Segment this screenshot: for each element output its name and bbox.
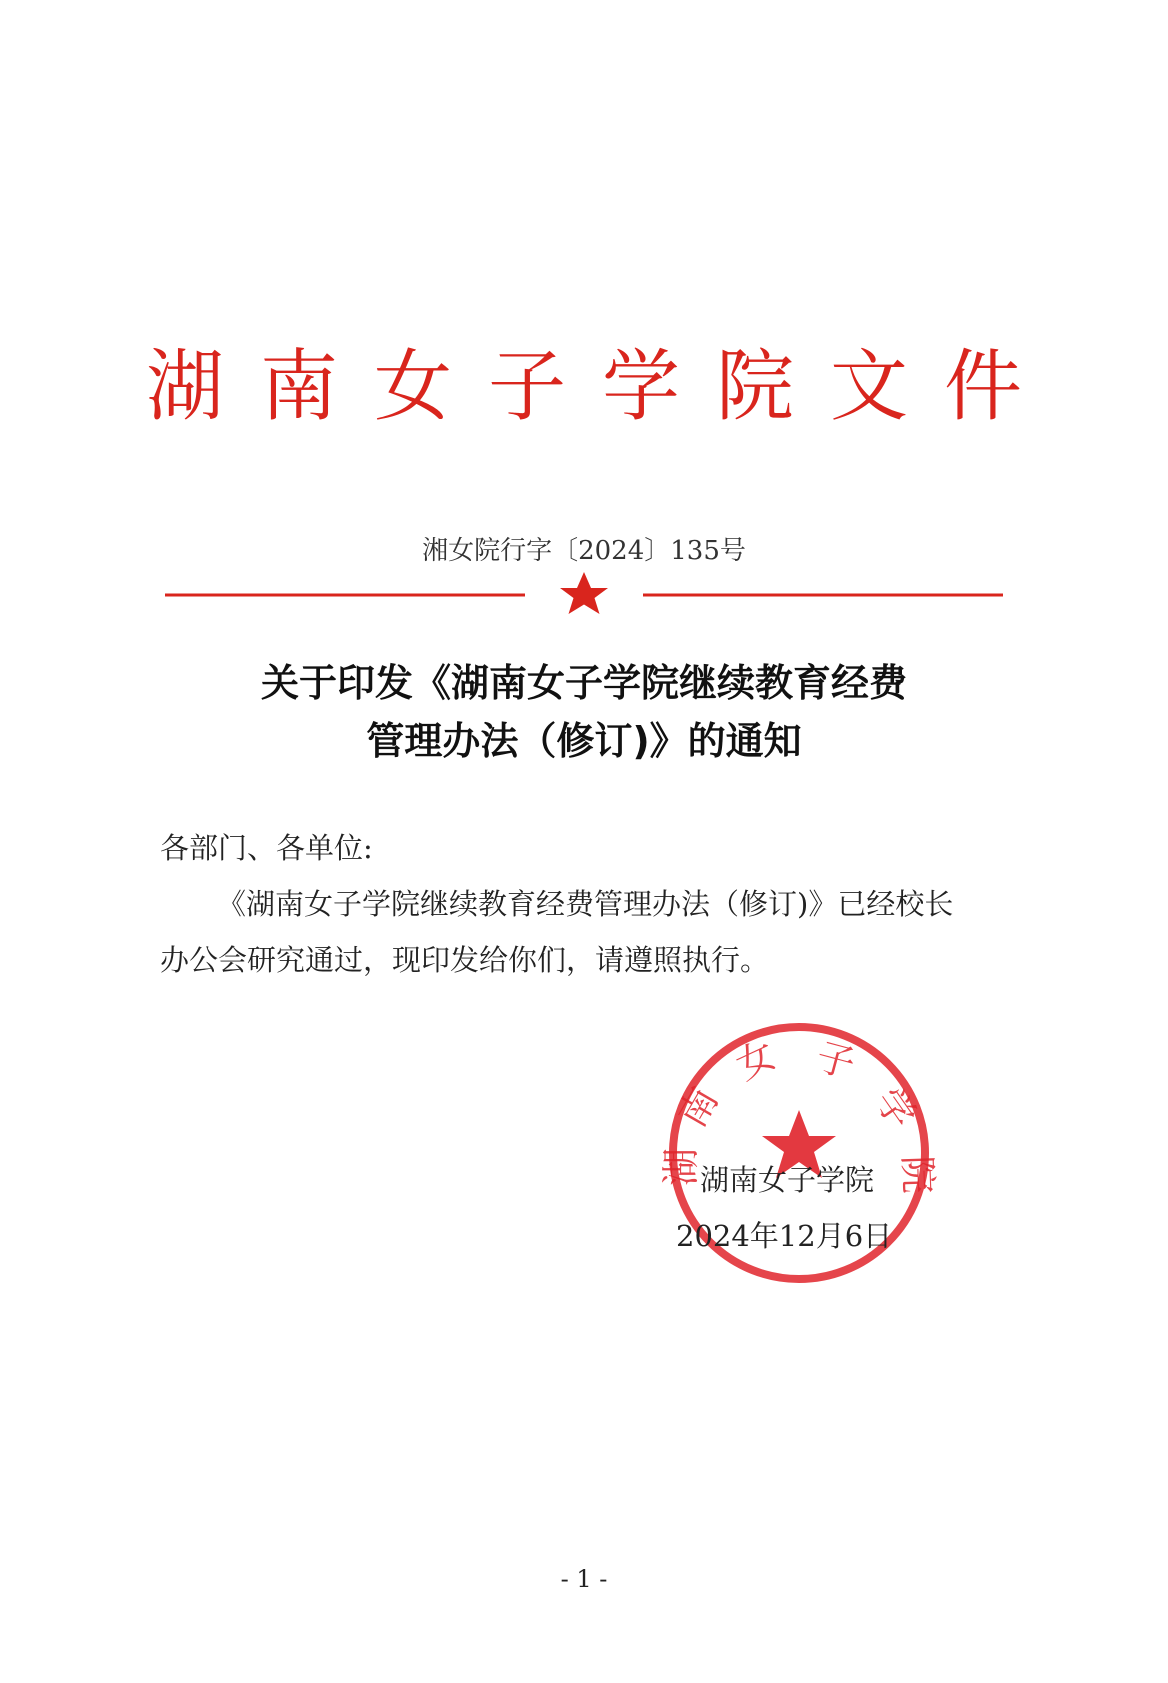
document-header-title: 湖南女子学院文件 [145,342,1058,432]
seal-char-3: 女 [729,1032,783,1089]
signature-date: 2024年12月6日 [676,1219,893,1253]
salutation: 各部门、各单位: [160,831,373,865]
body-paragraph-line-2: 办公会研究通过，现印发给你们，请遵照执行。 [160,943,770,977]
seal-char-4: 子 [811,1034,860,1087]
notice-title-line-2: 管理办法（修订)》的通知 [366,719,802,763]
signature-organization: 湖南女子学院 [700,1163,875,1197]
seal-char-5: 学 [866,1079,925,1137]
seal-char-1: 湖 [659,1147,703,1186]
seal-char-2: 南 [669,1079,727,1135]
body-paragraph-line-1: 《湖南女子学院继续教育经费管理办法（修订)》已经校长 [217,887,954,921]
document-number: 湘女院行字〔2024〕135号 [422,536,746,566]
seal-char-6: 院 [895,1154,941,1195]
red-divider [165,570,1003,620]
divider-star-icon [560,572,608,614]
page-number: - 1 - [560,1565,608,1593]
notice-title-line-1: 关于印发《湖南女子学院继续教育经费 [260,661,907,705]
